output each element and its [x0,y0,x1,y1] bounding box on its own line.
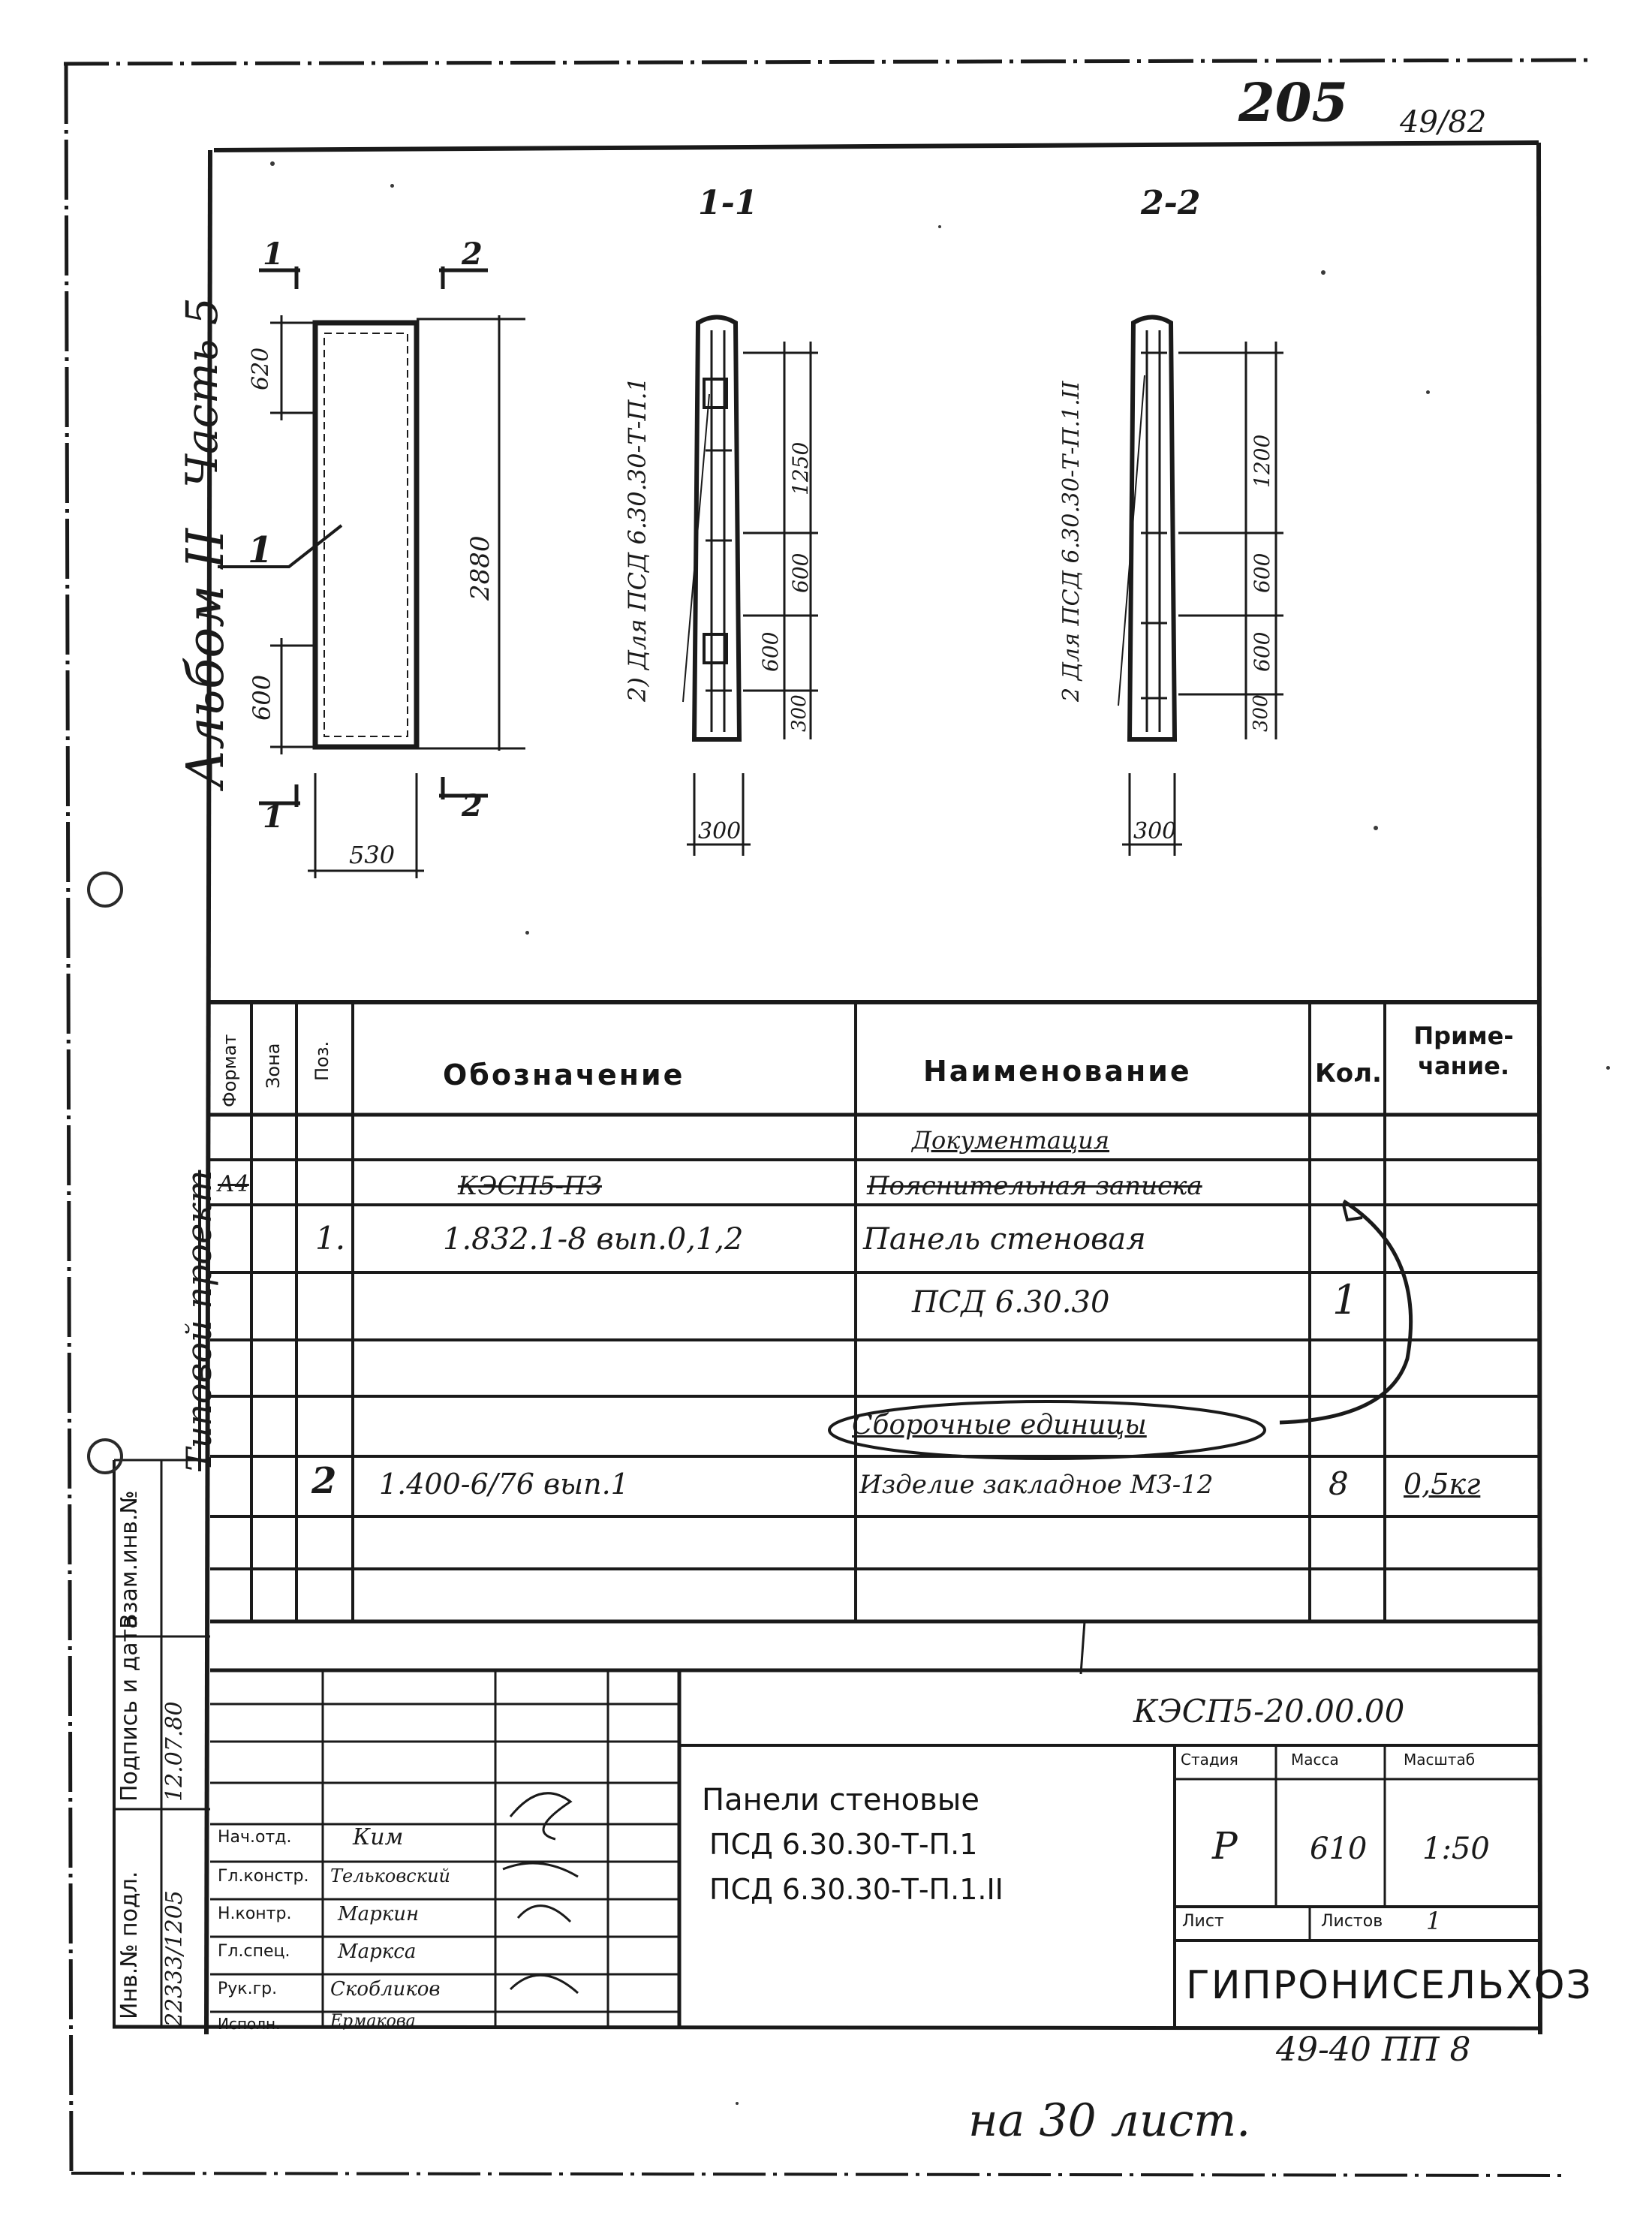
section-2-dim-1200: 1200 [1250,434,1274,488]
spec-row-name: Документация [912,1126,1110,1155]
mass-value: 610 [1310,1832,1368,1866]
scale-label: Масштаб [1404,1751,1476,1769]
mass-label: Масса [1291,1751,1339,1769]
spec-row-name: Пояснительная записка [867,1171,1202,1201]
scan-speck [736,2102,739,2105]
person-name: Маркин [338,1903,420,1925]
stage-value: Р [1212,1824,1238,1868]
section-2-dim-600b: 600 [1250,631,1274,672]
drawing-title-line-1: Панели стеновые [702,1783,979,1817]
section-2-2-title: 2-2 [1141,184,1201,222]
document-code: КЭСП5-20.00.00 [1133,1693,1405,1730]
role-label: Н.контр. [218,1904,292,1923]
project-strike-label: Типовой проект [179,1170,219,1471]
sheets-value: 1 [1426,1907,1442,1935]
drawing-title-line-2: ПСД 6.30.30-Т-П.1 [709,1828,978,1861]
person-name: Ким [353,1824,404,1850]
cut-mark-1-bottom: 1 [263,799,284,835]
scan-speck [270,161,275,166]
cut-mark-1-top: 1 [263,236,284,272]
scale-value: 1:50 [1422,1832,1490,1866]
inv-value: 22333/1205 [161,1890,188,2027]
section-1-note: 2) Для ПСД 6.30.30-Т-П.1 [623,377,651,702]
role-label: Гл.спец. [218,1942,290,1961]
stage-label: Стадия [1181,1751,1238,1769]
spec-row-name: ПСД 6.30.30 [912,1285,1110,1320]
person-name: Тельковский [330,1865,450,1886]
scan-speck [390,184,394,188]
corner-code: 49/82 [1400,105,1487,140]
role-label: Исполн. [218,2015,281,2033]
sheet-label: Лист [1182,1912,1224,1931]
section-1-dim-600a: 600 [788,552,813,593]
spec-row-format: А4 [218,1171,249,1197]
cut-mark-2-bottom: 2 [462,788,483,823]
section-1-dim-600b: 600 [758,631,783,672]
sheets-label: Листов [1321,1912,1383,1931]
spec-row-name: Изделие закладное МЗ-12 [859,1470,1214,1500]
sign-value: 12.07.80 [161,1701,188,1802]
cut-mark-2-top: 2 [462,236,483,272]
spec-row-name: Сборочные единицы [852,1410,1147,1441]
vzam-label: Взам.инв.№ [116,1490,143,1629]
section-2-note: 2 Для ПСД 6.30.30-Т-П.1.II [1058,381,1085,702]
section-1-width: 300 [698,818,742,845]
section-1-dim-1250: 1250 [788,441,813,495]
section-2-dim-600a: 600 [1250,552,1274,593]
inv-label: Инв.№ подл. [116,1871,143,2019]
role-label: Рук.гр. [218,1980,278,1998]
position-1-label: 1 [248,529,273,571]
spec-row-name: Панель стеновая [863,1222,1146,1257]
section-1-1-title: 1-1 [698,184,758,222]
page-number: 205 [1238,71,1349,134]
sign-label: Подпись и дата [116,1615,143,1802]
scan-speck [1374,826,1378,830]
spec-header-pos: Поз. [311,1040,333,1081]
scan-speck [1426,390,1430,394]
person-name: Маркса [338,1940,417,1963]
dim-elev-height: 2880 [465,535,495,601]
spec-row-pos: 1. [315,1220,346,1257]
person-name: Скобликов [330,1978,441,2001]
section-2-width: 300 [1133,818,1177,845]
person-name: Ермакова [330,2012,416,2031]
scan-speck [938,225,941,228]
spec-row-designation: 1.400-6/76 вып.1 [379,1468,629,1501]
album-label: Альбом II [176,528,236,788]
spec-row-designation: КЭСП5-ПЗ [458,1171,602,1201]
section-1-dim-300: 300 [788,694,811,732]
spec-header-format: Формат [219,1034,240,1107]
scan-speck [1321,270,1326,275]
dim-elev-top: 620 [248,347,274,390]
dim-elev-bottom: 600 [248,674,276,721]
role-label: Нач.отд. [218,1828,292,1847]
bottom-note: на 30 лист. [968,2094,1251,2147]
spec-header-qty: Кол. [1315,1058,1382,1088]
scan-speck [525,931,529,935]
dim-elev-width: 530 [349,841,396,869]
role-label: Гл.констр. [218,1867,309,1886]
part-label: Часть 5 [176,297,227,488]
spec-header-name: Наименование [923,1055,1192,1088]
spec-header-designation: Обозначение [443,1058,685,1091]
spec-row-note: 0,5кг [1404,1468,1481,1501]
spec-header-zone: Зона [263,1043,284,1088]
spec-row-designation: 1.832.1-8 вып.0,1,2 [443,1222,744,1257]
spec-row-qty: 8 [1329,1465,1349,1502]
scan-speck [1606,1066,1610,1070]
section-2-dim-300: 300 [1250,694,1272,732]
drawing-title-line-3: ПСД 6.30.30-Т-П.1.II [709,1873,1004,1906]
spec-row-qty: 1 [1332,1276,1359,1323]
spec-header-note: Приме-чание. [1413,1022,1514,1080]
organization-name: ГИПРОНИСЕЛЬХОЗ [1186,1963,1593,2008]
bottom-code: 49-40 ПП 8 [1276,2031,1471,2069]
spec-row-pos: 2 [311,1460,337,1502]
